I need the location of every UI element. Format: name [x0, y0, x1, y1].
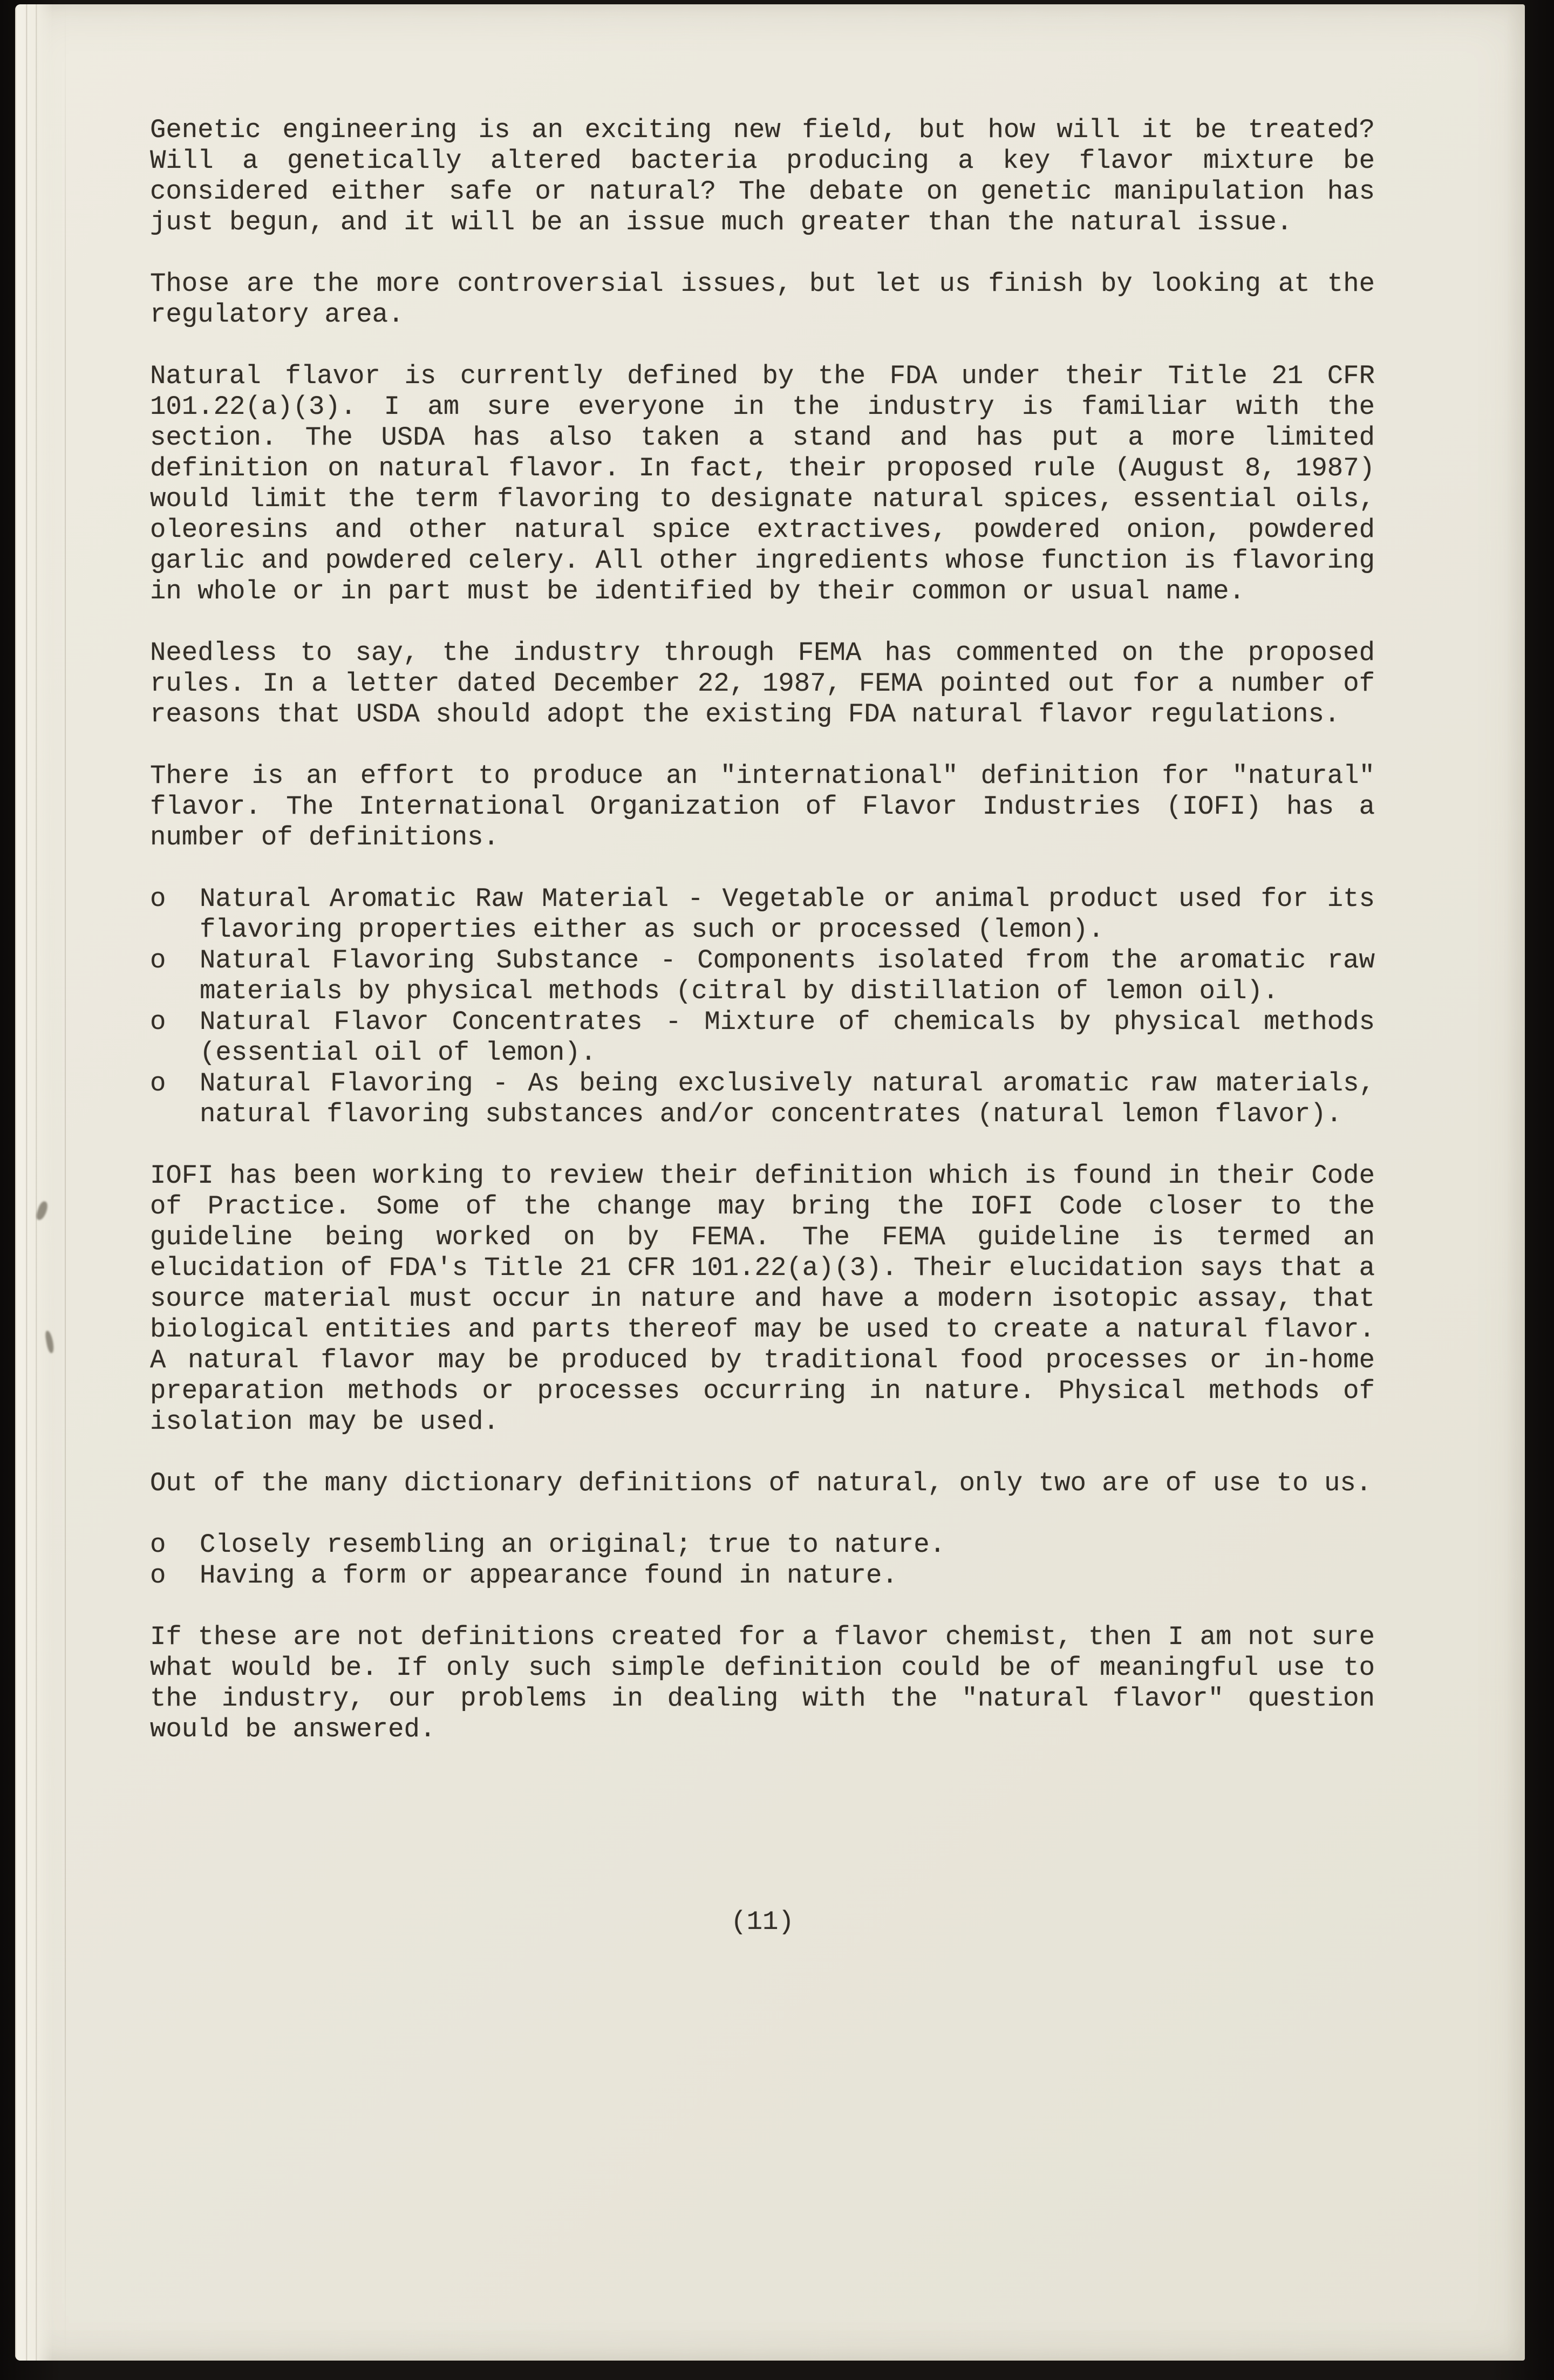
list-item: [150, 1068, 1375, 1130]
iofi-definition-list: [150, 884, 1375, 1130]
list-item-text: Natural Aromatic Raw Material - Vegetable or animal product used for its flavoring properties either as such or processed (lemon).: [200, 884, 1375, 945]
bullet-marker: o: [150, 884, 166, 914]
page-edge-binding: [15, 4, 53, 2361]
list-item: [150, 945, 1375, 1007]
page-fold-line: [65, 4, 66, 2361]
list-item-text: Natural Flavor Concentrates - Mixture of chemicals by physical methods (essential oil of lemon).: [200, 1007, 1375, 1068]
paragraph-fda-definition: Natural flavor is currently defined by the FDA under their Title 21 CFR 101.22(a)(3). I am sure everyone in the industry is familiar with the section. The USDA has also taken a stand and has put a more limited definition on natural flavor. In fact, their proposed rule (August 8, 1987) would limit the term flavoring to designate natural spices, essential oils, oleoresins and other natural spice extractives, powdered onion, powdered garlic and powdered celery. All other ingredients whose function is flavoring in whole or in part must be identified by their common or usual name.: [150, 361, 1375, 606]
paragraph-international-definition: There is an effort to produce an "international" definition for "natural" flavor. The International Organization of Flavor Industries (IOFI) has a number of definitions.: [150, 761, 1375, 853]
paragraph-controversial-issues: Those are the more controversial issues, but let us finish by looking at the regulatory area.: [150, 269, 1375, 330]
bullet-marker: o: [150, 1007, 166, 1037]
list-item-text: Closely resembling an original; true to nature.: [200, 1530, 946, 1560]
document-page: [15, 4, 1525, 2361]
bullet-marker: o: [150, 1530, 166, 1560]
paragraph-iofi-code: IOFI has been working to review their definition which is found in their Code of Practice. Some of the change may bring the IOFI Code closer to the guideline being worked on by FEMA. The FEMA guideline is termed an elucidation of FDA's Title 21 CFR 101.22(a)(3). Their elucidation says that a source material must occur in nature and have a modern isotopic assay, that biological entities and parts thereof may be used to create a natural flavor. A natural flavor may be produced by traditional food processes or in-home preparation methods or processes occurring in nature. Physical methods of isolation may be used.: [150, 1161, 1375, 1437]
list-item: [150, 1007, 1375, 1068]
list-item-text: Natural Flavoring - As being exclusively natural aromatic raw materials, natural flavoring substances and/or concentrates (natural lemon flavor).: [200, 1068, 1375, 1129]
list-item-text: Natural Flavoring Substance - Components isolated from the aromatic raw materials by physical methods (citral by distillation of lemon oil).: [200, 945, 1375, 1006]
paragraph-dictionary-definitions: Out of the many dictionary definitions of natural, only two are of use to us.: [150, 1468, 1372, 1498]
dictionary-definition-list: [150, 1530, 1375, 1591]
list-item: [150, 1530, 1375, 1560]
bullet-marker: o: [150, 945, 166, 976]
list-item: [150, 884, 1375, 945]
list-item: [150, 1560, 1375, 1591]
paragraph-genetic-engineering: Genetic engineering is an exciting new field, but how will it be treated? Will a genetically altered bacteria producing a key flavor mixture be considered either safe or natural? The debate on genetic manipulation has just begun, and it will be an issue much greater than the natural issue.: [150, 115, 1375, 237]
bullet-marker: o: [150, 1068, 166, 1099]
paragraph-fema-comment: Needless to say, the industry through FEMA has commented on the proposed rules. In a letter dated December 22, 1987, FEMA pointed out for a number of reasons that USDA should adopt the existing FDA natural flavor regulations.: [150, 638, 1375, 729]
list-item-text: Having a form or appearance found in nature.: [200, 1560, 898, 1591]
bullet-marker: o: [150, 1560, 166, 1591]
paragraph-closing: If these are not definitions created for a flavor chemist, then I am not sure what would be. If only such simple definition could be of meaningful use to the industry, our problems in dealing with the "natural flavor" question would be answered.: [150, 1622, 1375, 1744]
page-number: (11): [731, 1907, 794, 1937]
page-content: [150, 115, 1375, 1938]
